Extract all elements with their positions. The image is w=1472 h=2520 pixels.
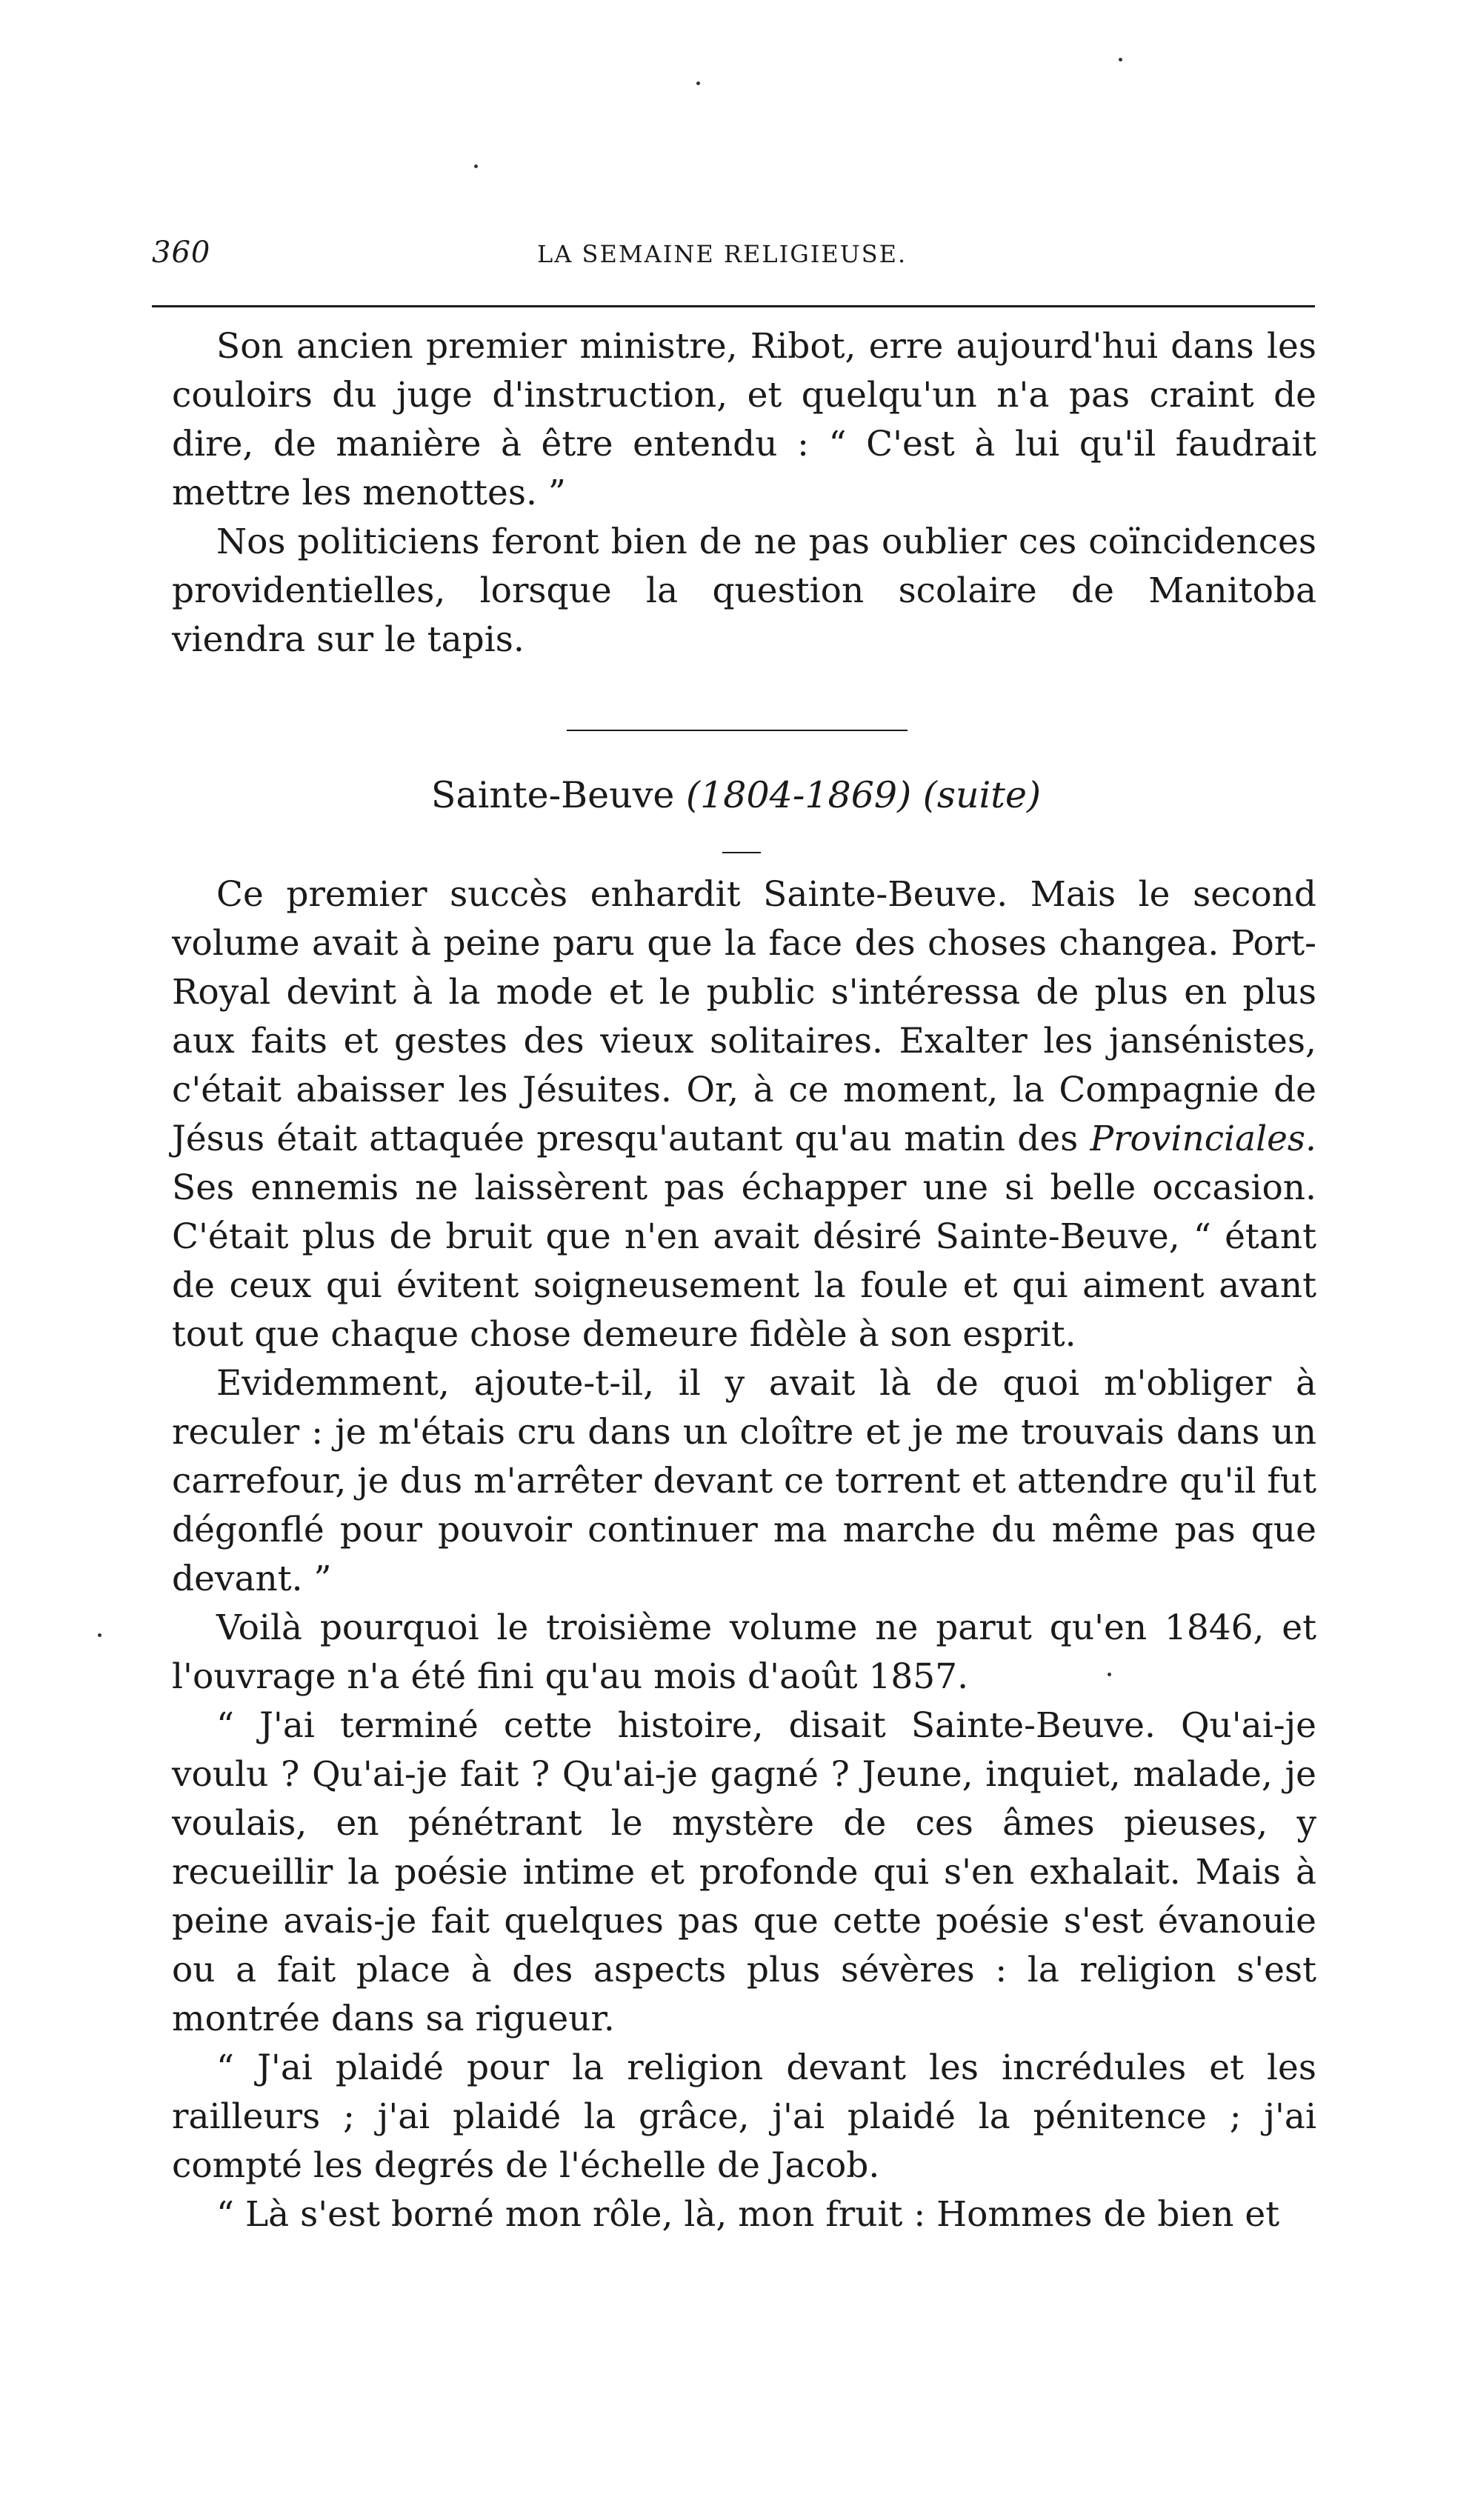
intro-paragraph: Son ancien premier ministre, Ribot, erre aujourd'hui dans les couloirs du juge d'instruction, et quelqu'un n'a pas craint de dire, de manière à être entendu : “ C'est à lui qu'il faudrait mettre les menottes. ” (172, 326, 1316, 513)
paragraph-3: Voilà pourquoi le troisième volume ne parut qu'en 1846, et l'ouvrage n'a été fini qu'au mois d'août 1857. (172, 1607, 1316, 1697)
section-title-name: Sainte-Beuve (430, 774, 675, 816)
print-speck (98, 1633, 101, 1637)
title-dash (722, 852, 761, 853)
section-title-dates: (1804-1869) (686, 774, 912, 816)
paragraph-1-text-end: Ses ennemis ne laissèrent pas échapper une si belle occasion. C'était plus de bruit que n'en avait désiré Sainte-Beuve, “ étant de ceux qui évitent soigneusement la foule et qui aiment avant tout que chaque chose demeure fidèle à son esprit. (172, 1167, 1316, 1355)
paragraph-4: “ J'ai terminé cette histoire, disait Sainte-Beuve. Qu'ai-je voulu ? Qu'ai-je fait ? Qu'ai-je gagné ? Jeune, inquiet, malade, je voulais, en pénétrant le mystère de ces âmes pieuses, y recueillir la poésie intime et profonde qui s'en exhalait. Mais à peine avais-je fait quelques pas que cette poésie s'est évanouie ou a fait place à des aspects plus sévères : la religion s'est montrée dans sa rigueur. (172, 1705, 1316, 2039)
section-divider (567, 730, 907, 731)
print-speck (1119, 58, 1122, 61)
paragraph-1-text: Ce premier succès enhardit Sainte-Beuve. Mais le second volume avait à peine paru que la face des choses changea. Port-Royal devint à la mode et le public s'intéressa de plus en plus aux faits et gestes des vieux solitaires. Exalter les jansénistes, c'était abaisser les Jésuites. Or, à ce moment, la Compagnie de Jésus était attaquée presqu'autant qu'au matin des (172, 874, 1316, 1159)
intro-paragraph: Nos politiciens feront bien de ne pas oublier ces coïncidences providentielles, lorsque la question scolaire de Manitoba viendra sur le tapis. (172, 521, 1316, 660)
intro-text (172, 322, 1316, 664)
print-speck (474, 164, 478, 168)
page-header (152, 236, 1315, 280)
paragraph-6: “ Là s'est borné mon rôle, là, mon fruit : Hommes de bien et (216, 2194, 1280, 2235)
paragraph-1-italic: Provinciales. (1090, 1119, 1316, 1159)
running-title: LA SEMAINE RELIGIEUSE. (537, 240, 907, 268)
section-title-continued: (suite) (922, 774, 1042, 816)
paragraph-5: “ J'ai plaidé pour la religion devant les incrédules et les railleurs ; j'ai plaidé la grâce, j'ai plaidé la pénitence ; j'ai compté les degrés de l'échelle de Jacob. (172, 2047, 1316, 2186)
section-title (0, 774, 1472, 816)
print-speck (696, 81, 700, 85)
page-number: 360 (152, 236, 211, 270)
paragraph-2: Evidemment, ajoute-t-il, il y avait là de quoi m'obliger à reculer : je m'étais cru dans un cloître et je me trouvais dans un carrefour, je dus m'arrêter devant ce torrent et attendre qu'il fut dégonflé pour pouvoir continuer ma marche du même pas que devant. ” (172, 1363, 1316, 1599)
main-text (172, 870, 1316, 2239)
paragraph-1 (172, 870, 1316, 1359)
header-rule (152, 305, 1315, 307)
